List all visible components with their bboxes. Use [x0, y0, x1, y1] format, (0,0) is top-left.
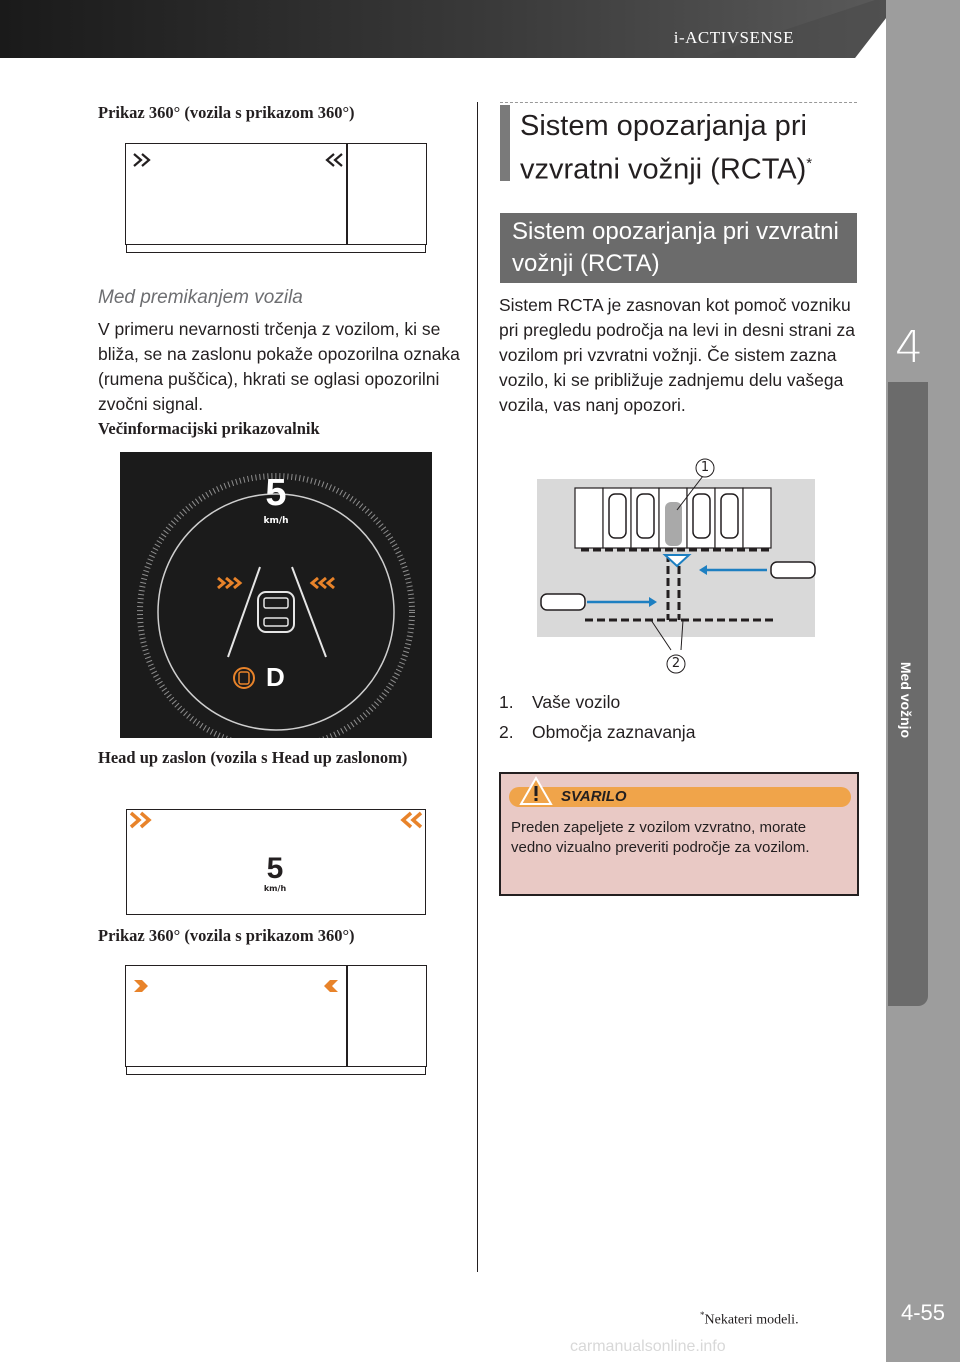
- section-title: i-ACTIVSENSE: [673, 28, 794, 47]
- column-divider: [477, 102, 478, 1272]
- heading-360-top: Prikaz 360° (vozila s prikazom 360°): [98, 103, 355, 122]
- list-number: 1.: [499, 692, 514, 712]
- orange-chevron-right-icon: [132, 978, 150, 994]
- chapter-number: 4: [895, 322, 923, 373]
- footnote-marker: *: [806, 155, 813, 172]
- callout-2: 2: [671, 656, 681, 671]
- display-split-line: [346, 144, 348, 244]
- display-base: [126, 244, 426, 253]
- moving-heading: Med premikanjem vozila: [98, 287, 303, 308]
- display-360-top: [125, 143, 427, 245]
- gear-indicator: D: [266, 662, 285, 692]
- list-number: 2.: [499, 722, 514, 742]
- warning-box: [499, 772, 859, 896]
- page-number: 4-55: [900, 1300, 946, 1325]
- warning-chevron-left: [218, 578, 240, 588]
- chevron-right-icon: [132, 152, 156, 168]
- orange-chevron-left-icon: [322, 978, 340, 994]
- rcta-diagram-graphic: [537, 452, 817, 677]
- multi-info-heading: Večinformacijski prikazovalnik: [98, 419, 320, 438]
- display-base: [126, 1066, 426, 1075]
- hud-speed-value: 5: [266, 852, 284, 885]
- warning-pill: [509, 787, 851, 807]
- footnote-marker: *: [700, 1310, 705, 1320]
- footnote: [700, 1310, 799, 1329]
- hud-speed-unit: km/h: [263, 884, 287, 893]
- hud-chevron-left-icon: [395, 810, 425, 830]
- hud-heading: Head up zaslon (vozila s Head up zaslonom): [98, 748, 408, 767]
- rcta-sub-title: [500, 213, 857, 283]
- heading-360-bottom: Prikaz 360° (vozila s prikazom 360°): [98, 926, 355, 945]
- display-split-line: [346, 966, 348, 1066]
- callout-1: 1: [700, 460, 710, 475]
- list-item: [499, 722, 696, 743]
- chapter-name: [874, 640, 938, 760]
- moving-paragraph: V primeru nevarnosti trčenja z vozilom, ki se bliža, se na zaslonu pokaže opozorilna oznaka (rumena puščica), hkrati se oglasi opozorilni zvočni signal.: [98, 319, 460, 414]
- watermark: carmanualsonline.info: [570, 1338, 726, 1355]
- display-360-bottom: [125, 965, 427, 1067]
- rcta-main-title: [500, 102, 857, 186]
- speed-value: 5: [265, 472, 287, 514]
- car-icon: [258, 592, 294, 632]
- chapter-name-label: Med vožnjo: [898, 661, 914, 739]
- list-text: Območja zaznavanja: [532, 722, 696, 742]
- own-vehicle: [665, 502, 682, 546]
- title-accent-bar: [500, 105, 510, 181]
- main-title-text: Sistem opozarjanja pri vzvratni vožnji (RCTA): [520, 110, 807, 186]
- footnote-text: Nekateri modeli.: [704, 1312, 799, 1328]
- multi-info-display: [120, 452, 432, 738]
- hud-chevron-right-icon: [127, 810, 157, 830]
- warning-text: Preden zapeljete z vozilom vzvratno, morate vedno vizualno preveriti področje za vozilom.: [511, 819, 810, 856]
- chevron-left-icon: [320, 152, 344, 168]
- warning-triangle-icon: [519, 776, 553, 806]
- warning-label: SVARILO: [561, 788, 627, 805]
- page-header: [0, 0, 900, 58]
- hud-display: [126, 809, 426, 915]
- rcta-paragraph: Sistem RCTA je zasnovan kot pomoč vozniku pri pregledu področja na levi in desni strani za vozilom pri vzvratni vožnji. Če sistem zazna vozilo, ki se približuje zadnjemu delu vašega vozila, vas nanj opozori.: [499, 295, 856, 415]
- rcta-diagram: [537, 452, 817, 677]
- list-item: [499, 692, 621, 713]
- warning-chevron-right: [312, 578, 334, 588]
- list-text: Vaše vozilo: [532, 692, 621, 712]
- speed-unit: km/h: [263, 516, 289, 526]
- sub-title-text: Sistem opozarjanja pri vzvratni vožnji (RCTA): [512, 218, 839, 277]
